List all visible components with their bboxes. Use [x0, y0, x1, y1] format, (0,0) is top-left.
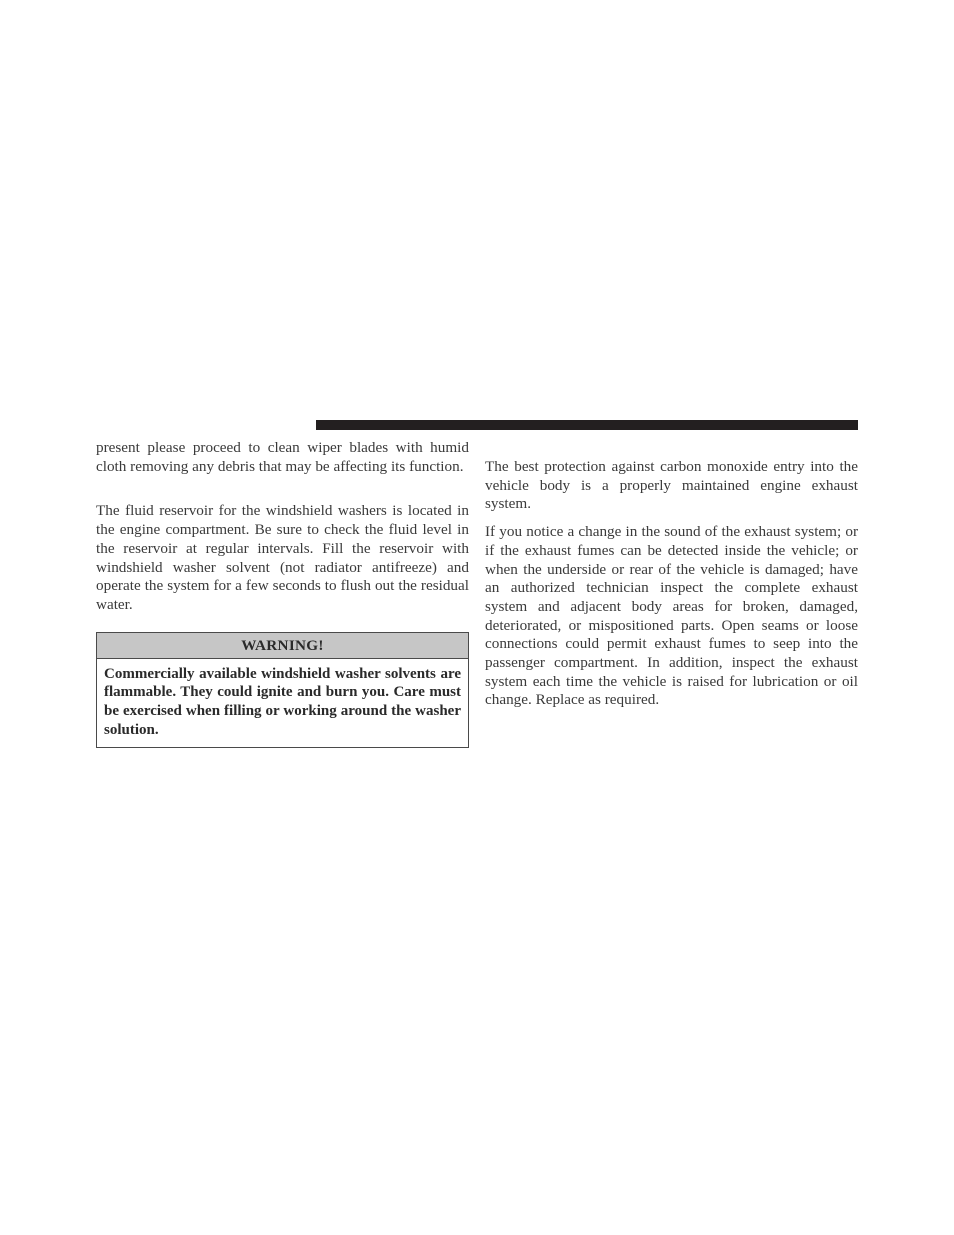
warning-box: [96, 632, 469, 749]
exhaust-inspection-paragraph: If you notice a change in the sound of the exhaust system; or if the exhaust fumes can be detected inside the vehicle; or when the underside or rear of the vehicle is damaged; have an authorized technician inspect the complete exhaust system and adjacent body areas for broken, damaged, deteriorated, or mispositioned parts. Open seams or loose connections could permit exhaust fumes to seep into the passenger compartment. In addition, inspect the exhaust system each time the vehicle is raised for lubrication or oil change. Replace as required.: [485, 523, 858, 709]
section-header-bar: [316, 420, 858, 430]
warning-text: Commercially available windshield washer solvents are flammable. They could ignite and burn you. Care must be exercised when filling or working around the washer solution.: [104, 665, 461, 738]
right-column: [485, 458, 858, 710]
exhaust-protection-paragraph: The best protection against carbon monoxide entry into the vehicle body is a properly maintained engine exhaust system.: [485, 458, 858, 513]
washer-reservoir-paragraph: The fluid reservoir for the windshield washers is located in the engine compartment. Be sure to check the fluid level in the reservoir at regular intervals. Fill the reservoir with windshield washer solvent (not radiator antifreeze) and operate the system for a few seconds to flush out the residual water.: [96, 502, 469, 613]
warning-title: WARNING!: [97, 633, 468, 659]
continuation-paragraph: present please proceed to clean wiper blades with humid cloth removing any debris that may be affecting its function.: [96, 439, 469, 475]
left-column: [96, 439, 469, 748]
